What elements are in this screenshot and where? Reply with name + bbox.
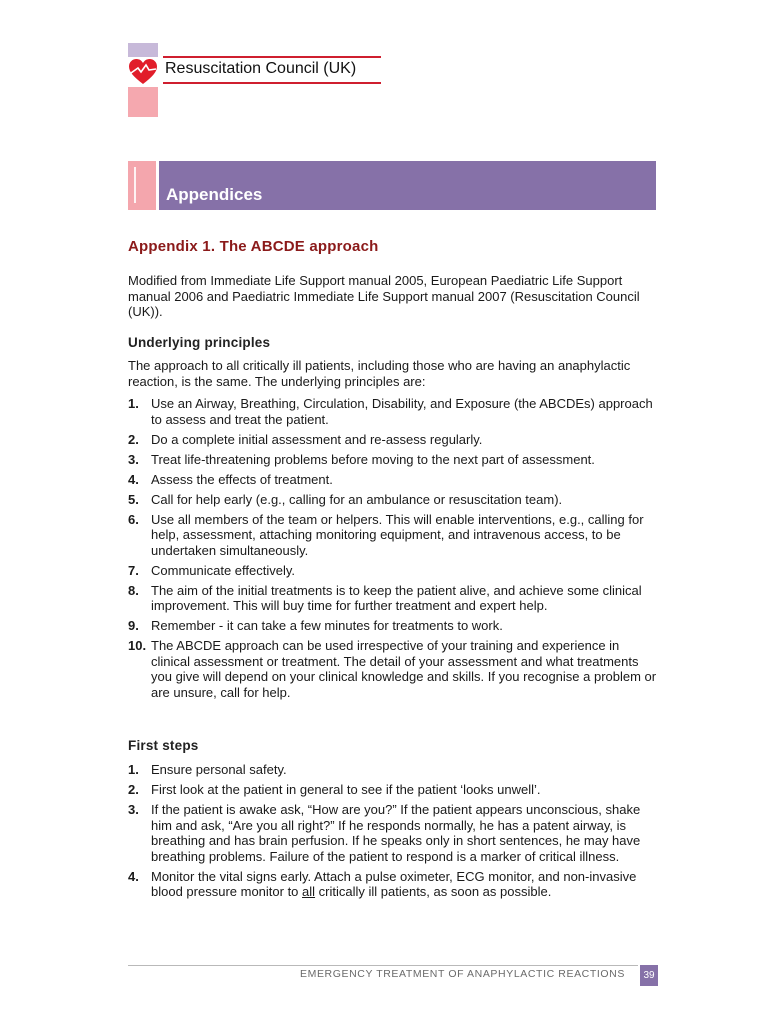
principles-heading: Underlying principles <box>128 335 271 350</box>
principles-item-number: 7. <box>128 562 139 578</box>
principles-item-text: Use an Airway, Breathing, Circulation, Disability, and Exposure (the ABCDEs) approach to assess and treat the patient. <box>151 396 653 427</box>
logo-rule-top <box>163 56 381 58</box>
banner-accent-block <box>128 161 156 210</box>
first_steps-item <box>128 762 658 778</box>
first_steps-item <box>128 802 658 864</box>
first_steps-item-text-emphasis: all <box>302 884 316 899</box>
first_steps-item <box>128 869 658 900</box>
appendix-heading: Appendix 1. The ABCDE approach <box>128 238 379 255</box>
principles-item-number: 9. <box>128 618 139 633</box>
principles-item-text: The aim of the initial treatments is to keep the patient alive, and achieve some clinical improvement. This will buy time for further treatment and expert help. <box>151 582 642 613</box>
principles-item-number: 2. <box>128 431 139 447</box>
principles-item <box>128 618 658 634</box>
banner-title: Appendices <box>166 185 263 204</box>
principles-item <box>128 396 658 427</box>
principles-list <box>128 396 658 705</box>
principles-item <box>128 512 658 559</box>
principles-item <box>128 452 658 468</box>
principles-item-number: 1. <box>128 396 139 411</box>
principles-item-text: Treat life-threatening problems before moving to the next part of assessment. <box>151 451 595 467</box>
principles-item <box>128 638 658 700</box>
logo-block-lavender <box>128 43 158 57</box>
first_steps-item-text: First look at the patient in general to see if the patient ‘looks unwell’. <box>151 782 541 797</box>
first-steps-heading: First steps <box>128 738 199 753</box>
page-number: 39 <box>640 965 658 986</box>
principles-item <box>128 563 658 579</box>
heart-logo-icon <box>128 57 158 87</box>
principles-item-number: 6. <box>128 511 139 527</box>
principles-item-text: The ABCDE approach can be used irrespective of your training and experience in clinical assessment or treatment. The detail of your assessment and what treatments you give will depend on your clinical knowledge and skills. If you recognise a problem or are unsure, call for help. <box>151 638 657 700</box>
principles-item-number: 10. <box>128 638 147 653</box>
principles-item-number: 5. <box>128 491 139 507</box>
first_steps-item-number: 1. <box>128 762 139 777</box>
first_steps-item-text: If the patient is awake ask, “How are you?” If the patient appears unconscious, shake him and ask, “Are you all right?” If he responds normally, he has a patent airway, is breathing and has brain perfusion. If he speaks only in short sentences, he may have breathing problems. Failure of the patient to respond is a marker of critical illness. <box>151 802 641 864</box>
first_steps-item-text-part: critically ill patients, as soon as possible. <box>315 884 552 899</box>
principles-item <box>128 492 658 508</box>
footer-running-title: EMERGENCY TREATMENT OF ANAPHYLACTIC REACTIONS <box>300 968 625 980</box>
principles-item-number: 4. <box>128 471 139 487</box>
footer-rule <box>128 965 638 966</box>
principles-item-text: Call for help early (e.g., calling for an ambulance or resuscitation team). <box>151 491 563 507</box>
principles-item-text: Communicate effectively. <box>151 562 296 578</box>
logo-block-pink <box>128 87 158 117</box>
principles-item-text: Assess the effects of treatment. <box>151 471 333 487</box>
principles-item-text: Remember - it can take a few minutes for treatments to work. <box>151 618 503 633</box>
first-steps-list <box>128 762 658 904</box>
principles-intro: The approach to all critically ill patients, including those who are having an anaphylactic reaction, is the same. The underlying principles are: <box>128 358 631 389</box>
banner-accent-line <box>134 167 136 203</box>
principles-item-number: 8. <box>128 582 139 598</box>
principles-item <box>128 432 658 448</box>
principles-item-text: Use all members of the team or helpers. This will enable interventions, e.g., calling for help, assessment, attaching monitoring equipment, and intravenous access, to be undertaken simultaneously. <box>151 511 644 558</box>
principles-item <box>128 472 658 488</box>
first_steps-item-text <box>151 869 636 900</box>
intro-paragraph: Modified from Immediate Life Support manual 2005, European Paediatric Life Support manual 2006 and Paediatric Immediate Life Support manual 2007 (Resuscitation Council (UK)). <box>128 273 640 319</box>
first_steps-item-text-part: Monitor the vital signs early. Attach a pulse oximeter, ECG monitor, and non-invasive blood pressure monitor to <box>151 868 637 899</box>
first_steps-item-number: 4. <box>128 868 139 884</box>
principles-item <box>128 583 658 614</box>
first_steps-item-text: Ensure personal safety. <box>151 762 287 777</box>
principles-item-text: Do a complete initial assessment and re-assess regularly. <box>151 431 483 447</box>
org-name: Resuscitation Council (UK) <box>165 60 357 77</box>
first_steps-item-number: 2. <box>128 782 139 797</box>
first_steps-item <box>128 782 658 798</box>
principles-item-number: 3. <box>128 451 139 467</box>
first_steps-item-number: 3. <box>128 802 139 817</box>
logo-rule-bottom <box>163 82 381 84</box>
